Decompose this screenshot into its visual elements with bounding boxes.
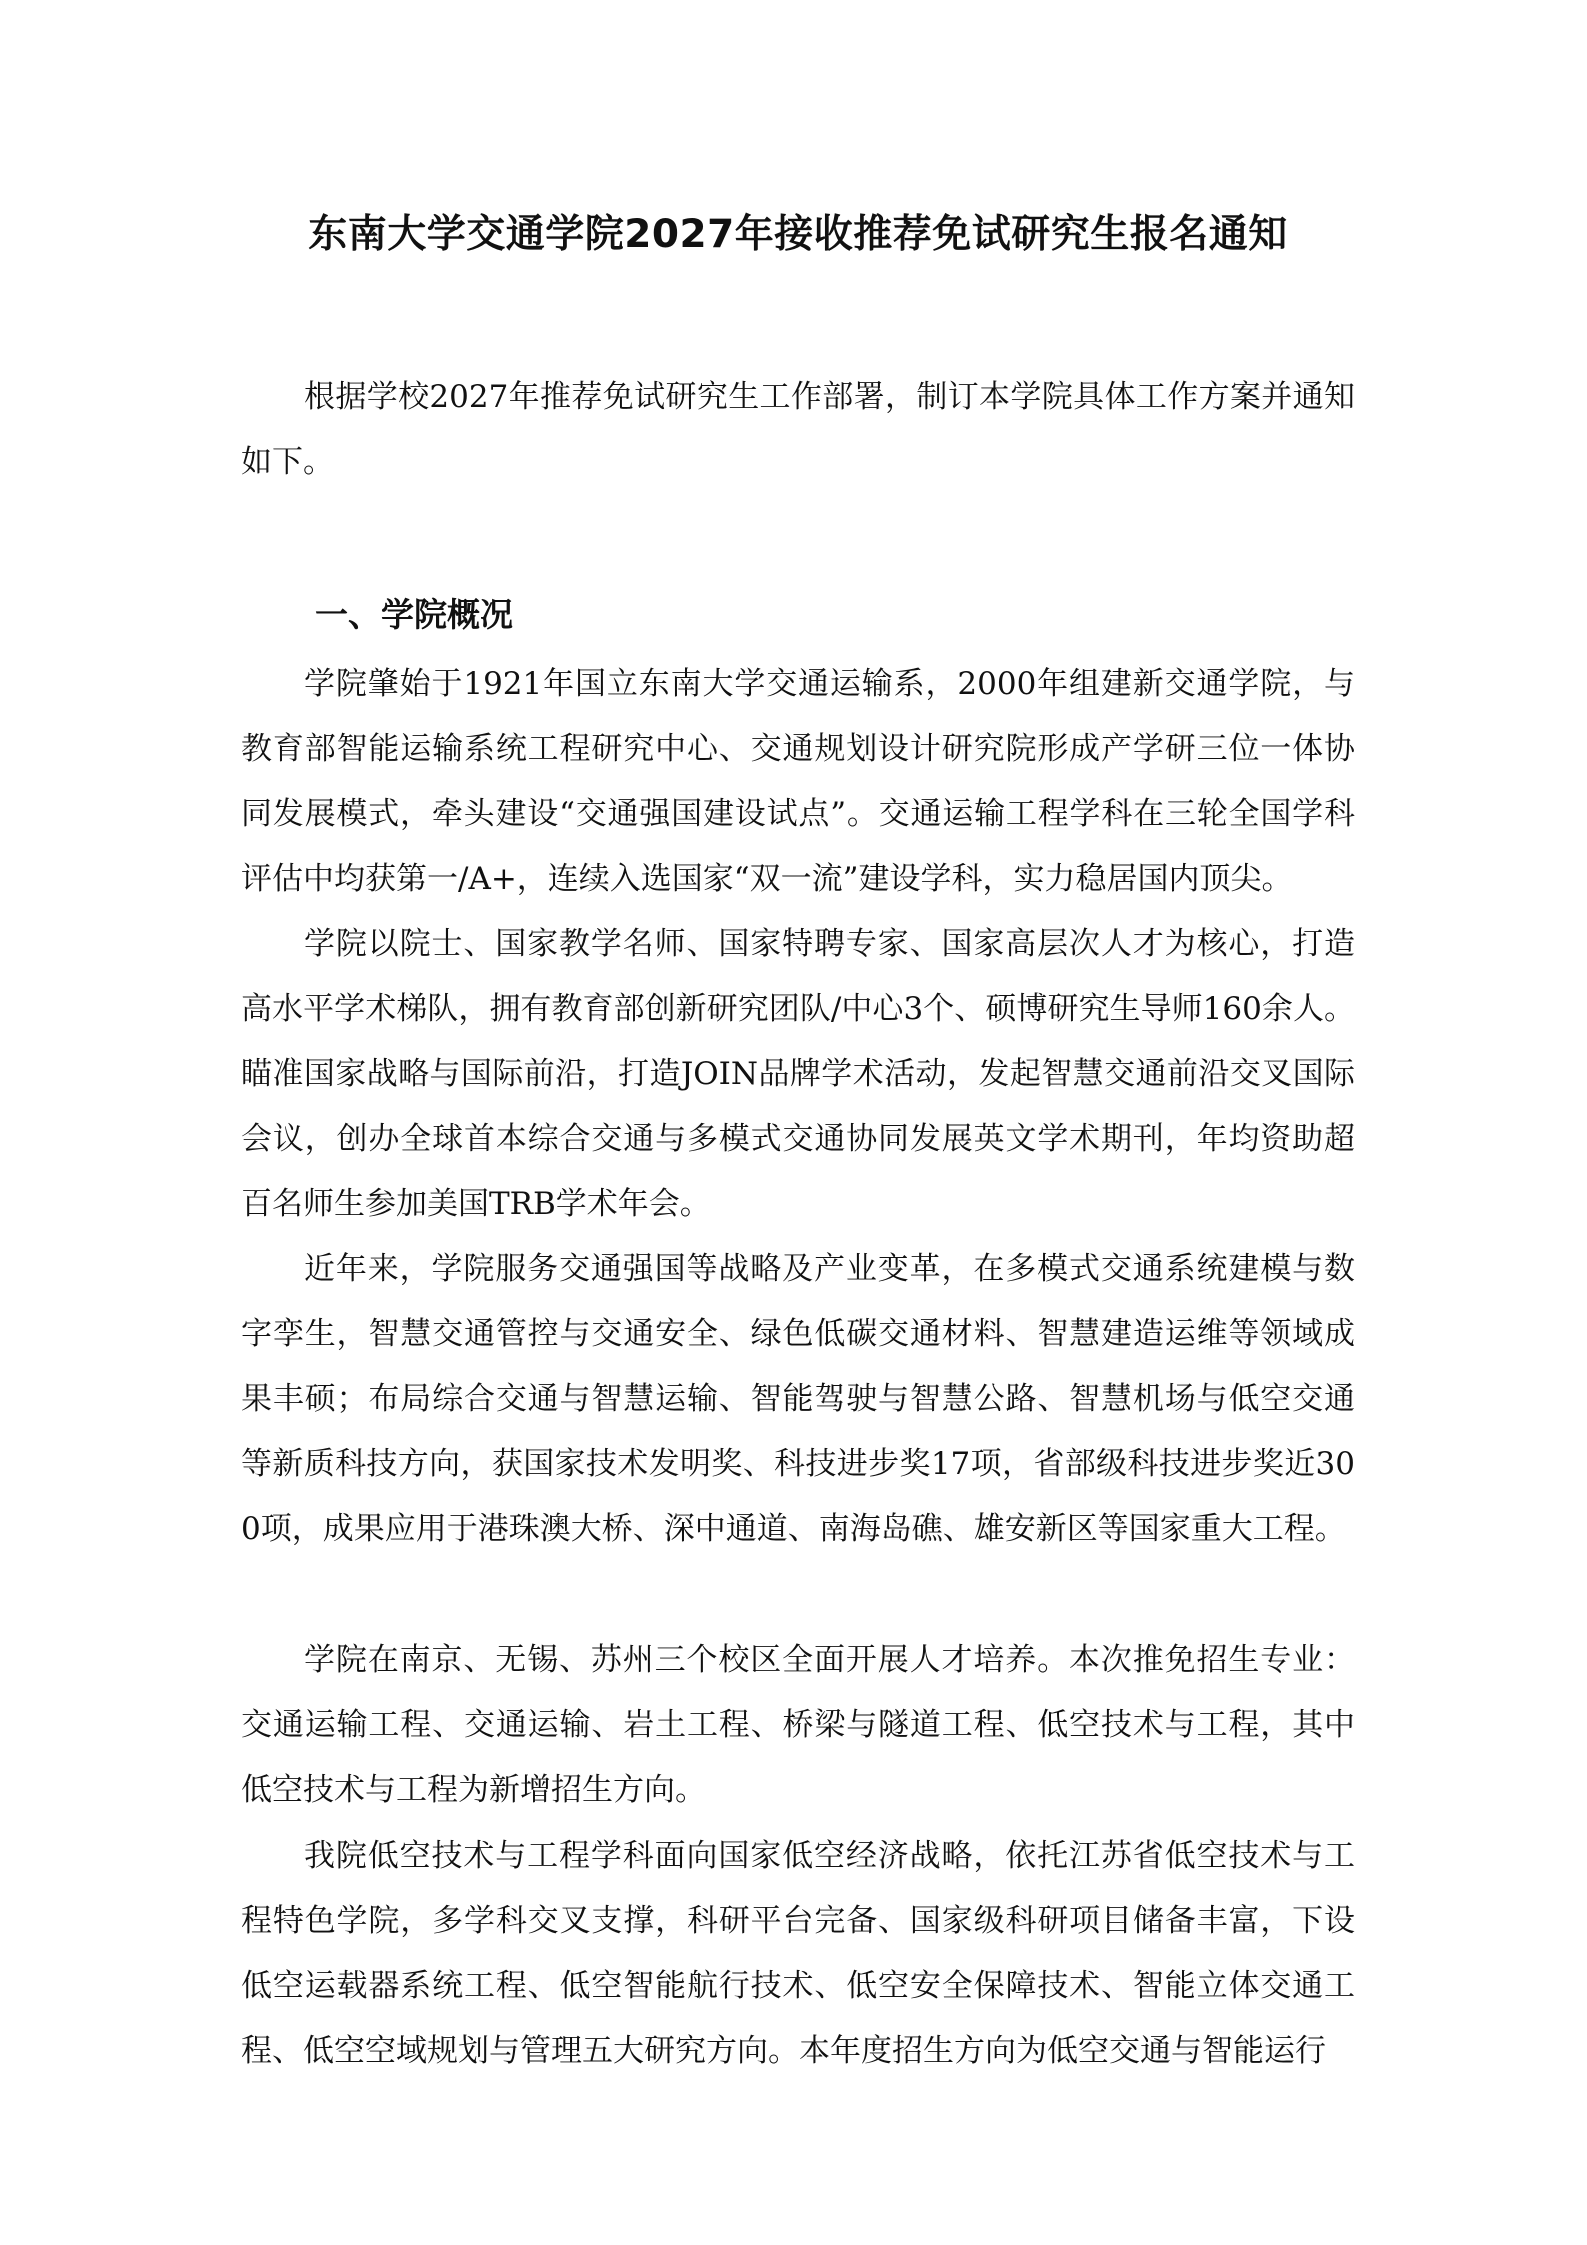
document-title: 东南大学交通学院2027年接收推荐免试研究生报名通知: [308, 212, 1288, 257]
overview-paragraph-4: 学院在南京、无锡、苏州三个校区全面开展人才培养。本次推免招生专业：交通运输工程、交通运输、岩土工程、桥梁与隧道工程、低空技术与工程，其中低空技术与工程为新增招生方向。: [241, 1642, 1355, 1808]
overview-paragraph-3: 近年来，学院服务交通强国等战略及产业变革，在多模式交通系统建模与数字孪生，智慧交通管控与交通安全、绿色低碳交通材料、智慧建造运维等领域成果丰硕；布局综合交通与智慧运输、智能驾驶与智慧公路、智慧机场与低空交通等新质科技方向，获国家技术发明奖、科技进步奖17项，省部级科技进步奖近300项，成果应用于港珠澳大桥、深中通道、南海岛礁、雄安新区等国家重大工程。: [241, 1251, 1355, 1547]
overview-paragraph-2: 学院以院士、国家教学名师、国家特聘专家、国家高层次人才为核心，打造高水平学术梯队，拥有教育部创新研究团队/中心3个、硕博研究生导师160余人。瞄准国家战略与国际前沿，打造JOIN品牌学术活动，发起智慧交通前沿交叉国际会议，创办全球首本综合交通与多模式交通协同发展英文学术期刊，年均资助超百名师生参加美国TRB学术年会。: [241, 926, 1355, 1222]
overview-paragraph-5: 我院低空技术与工程学科面向国家低空经济战略，依托江苏省低空技术与工程特色学院，多学科交叉支撑，科研平台完备、国家级科研项目储备丰富，下设低空运载器系统工程、低空智能航行技术、低空安全保障技术、智能立体交通工程、低空空域规划与管理五大研究方向。本年度招生方向为低空交通与智能运行: [241, 1838, 1355, 2069]
section-heading-overview: 一、学院概况: [315, 595, 513, 634]
overview-paragraph-1: 学院肇始于1921年国立东南大学交通运输系，2000年组建新交通学院，与教育部智能运输系统工程研究中心、交通规划设计研究院形成产学研三位一体协同发展模式，牵头建设“交通强国建设试点”。交通运输工程学科在三轮全国学科评估中均获第一/A+，连续入选国家“双一流”建设学科，实力稳居国内顶尖。: [241, 666, 1355, 897]
intro-paragraph: 根据学校2027年推荐免试研究生工作部署，制订本学院具体工作方案并通知如下。: [241, 379, 1355, 480]
